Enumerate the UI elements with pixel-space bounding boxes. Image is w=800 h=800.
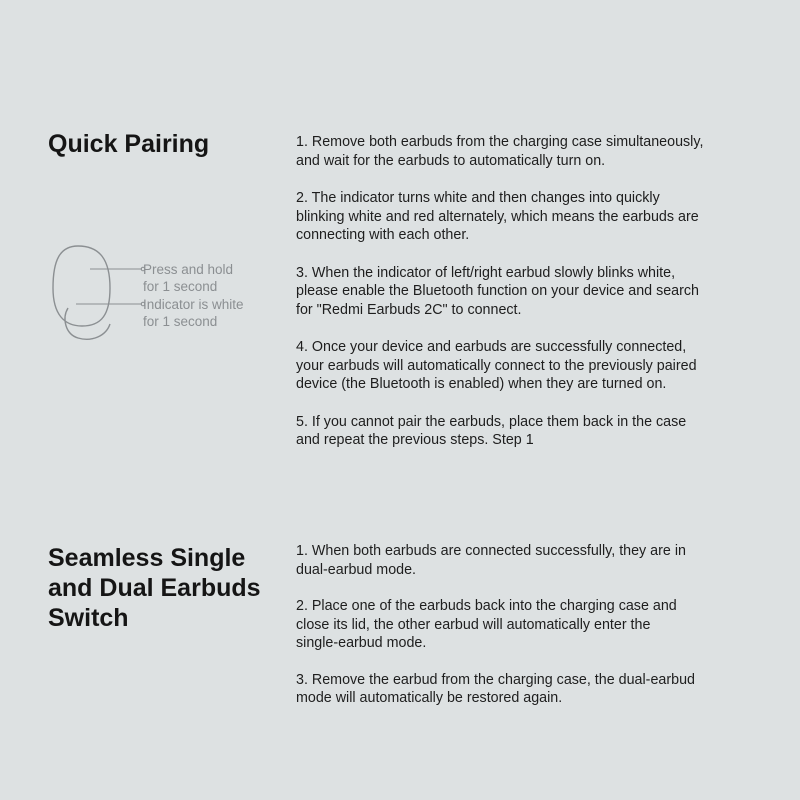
list-item: 2. Place one of the earbuds back into the charging case and close its lid, the other earbud will automatically enter the single-earbud mode. [296, 598, 677, 651]
indicator-annotation: Indicator is white for 1 second [143, 297, 244, 329]
seamless-switch-heading: Seamless Single and Dual Earbuds Switch [48, 544, 261, 632]
list-item: 5. If you cannot pair the earbuds, place them back in the case and repeat the previous steps. Step 1 [296, 413, 687, 448]
quick-pairing-steps [296, 133, 766, 469]
press-hold-annotation: Press and hold for 1 second [143, 262, 234, 294]
list-item: 4. Once your device and earbuds are successfully connected, your earbuds will automatically connect to the previously paired device (the Bluetooth is enabled) when they are turned on. [296, 339, 697, 392]
list-item: 3. Remove the earbud from the charging case, the dual-earbud mode will automatically be restored again. [296, 671, 695, 706]
list-item: 1. Remove both earbuds from the charging case simultaneously, and wait for the earbuds to automatically turn on. [296, 134, 704, 169]
quick-pairing-heading: Quick Pairing [48, 130, 210, 158]
list-item: 3. When the indicator of left/right earbud slowly blinks white, please enable the Bluetooth function on your device and search for "Redmi Earbuds 2C" to connect. [296, 264, 699, 318]
earbud-icon [48, 238, 148, 348]
seamless-switch-steps [296, 542, 766, 726]
earbud-diagram [48, 238, 278, 348]
list-item: 2. The indicator turns white and then changes into quickly blinking white and red alternately, which means the earbuds are connecting with each other. [296, 190, 699, 243]
list-item: 1. When both earbuds are connected successfully, they are in dual-earbud mode. [296, 543, 686, 578]
